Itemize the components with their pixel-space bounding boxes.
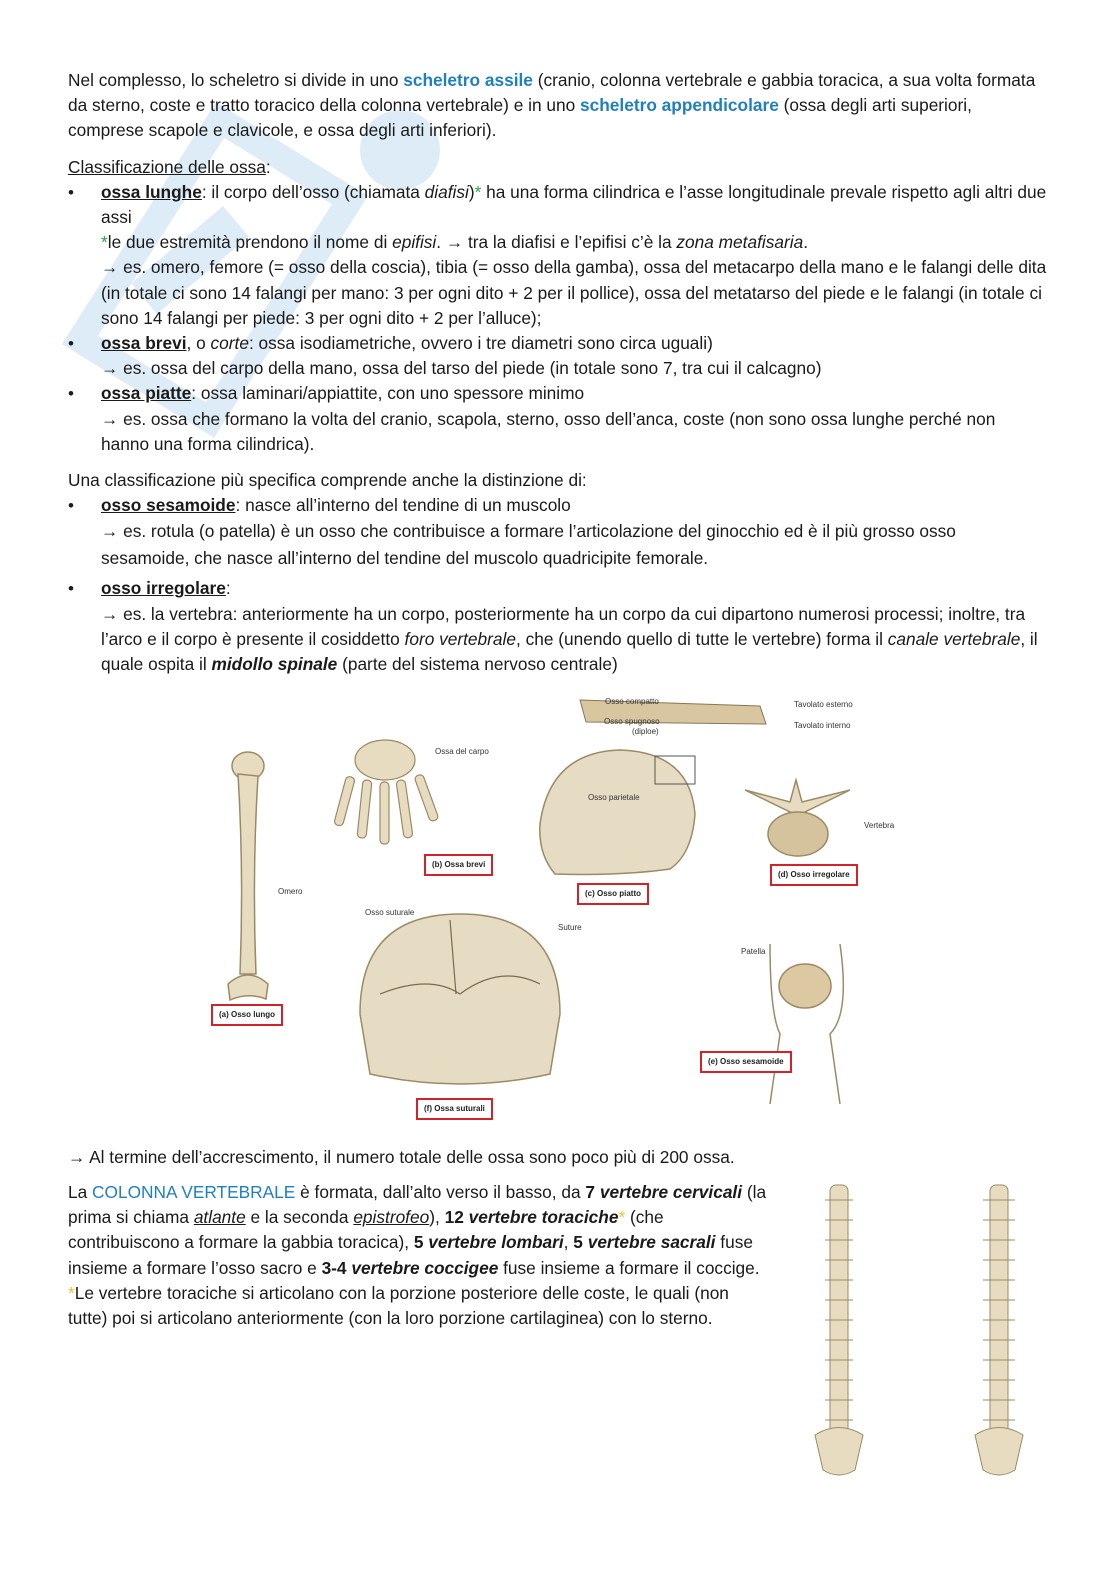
specific-list (68, 493, 1048, 677)
hand-illustration (334, 740, 439, 844)
humerus-illustration (228, 752, 268, 1000)
label-diploe: (diploe) (632, 727, 659, 736)
list-item-osso-irregolare: • osso irregolare: → es. la vertebra: anteriormente ha un corpo, posteriormente ha un corpo da cui dipartono numerosi processi; inoltre, tra l’arco e il corpo è presente il cosiddetto foro vertebrale, che (unendo quello di tutte le vertebre) forma il canale vertebrale, il quale ospita il midollo spinale (parte del sistema nervoso centrale) (68, 576, 1048, 677)
caption-box-b: (b) Ossa brevi (424, 854, 493, 876)
label-osso-compatto: Osso compatto (605, 697, 659, 706)
caption-box-d: (d) Osso irregolare (770, 864, 858, 886)
caption-box-f: (f) Ossa suturali (416, 1098, 493, 1120)
label-osso-parietale: Osso parietale (588, 793, 640, 802)
spine-illustration (785, 1180, 1085, 1500)
term-scheletro-assile: scheletro assile (403, 70, 533, 90)
label-osso-suturale: Osso suturale (365, 908, 415, 917)
label-omero: Omero (278, 887, 303, 896)
intro-paragraph: Nel complesso, lo scheletro si divide in uno scheletro assile (cranio, colonna vertebrale e gabbia toracica, a sua volta formata da sterno, coste e tratto toracico della colonna vertebrale) e in uno scheletro appendicolare (ossa degli arti superiori, comprese scapole e clavicole, e ossa degli arti inferiori). (68, 70, 1036, 141)
bone-illustrations (200, 694, 920, 1124)
label-ossa-del-carpo: Ossa del carpo (435, 747, 489, 756)
caption-box-e: (e) Osso sesamoide (700, 1051, 792, 1073)
label-osso-spugnoso: Osso spugnoso (604, 717, 660, 726)
specific-intro: Una classificazione più specifica comprende anche la distinzione di: (68, 470, 587, 491)
document-body (68, 68, 1048, 677)
classification-heading: Classificazione delle ossa: (68, 156, 271, 177)
list-item-ossa-piatte: • ossa piatte: ossa laminari/appiattite, con uno spessore minimo → es. ossa che formano la volta del cranio, scapola, sterno, osso dell’anca, coste (non sono ossa lunghe perché non hanno una forma cilindrica). (68, 381, 1048, 457)
label-patella: Patella (741, 947, 766, 956)
bone-types-figure (200, 694, 920, 1124)
vertebra-illustration (745, 780, 850, 856)
list-item-osso-sesamoide: • osso sesamoide: nasce all’interno del tendine di un muscolo → es. rotula (o patella) è un osso che contribuisce a formare l’articolazione del ginocchio ed è il più grosso osso sesamoide, che nasce all’interno del tendine del muscolo quadricipite femorale. (68, 493, 1048, 572)
skull-illustration (360, 914, 560, 1084)
vertebral-column-paragraph: La COLONNA VERTEBRALE è formata, dall’alto verso il basso, da 7 vertebre cervicali (la prima si chiama atlante e la seconda epistrofeo), 12 vertebre toraciche* (che contribuiscono a formare la gabbia toracica), 5 vertebre lombari, 5 vertebre sacrali fuse insieme a formare l’osso sacro e 3-4 vertebre coccigee fuse insieme a formare il coccige. *Le vertebre toraciche si articolano con la porzione posteriore delle coste, le quali (non tutte) poi si articolano anteriormente (con la loro porzione cartilaginea) con lo sterno. (68, 1182, 767, 1329)
caption-box-a: (a) Osso lungo (211, 1004, 283, 1026)
term-scheletro-appendicolare: scheletro appendicolare (580, 95, 779, 116)
label-tavolato-interno: Tavolato interno (794, 721, 851, 730)
label-tavolato-esterno: Tavolato esterno (794, 700, 853, 709)
list-item-ossa-brevi: • ossa brevi, o corte: ossa isodiametriche, ovvero i tre diametri sono circa uguali) → es. ossa del carpo della mano, ossa del tarso del piede (in totale sono 7, tra cui il calcagno) (68, 331, 1048, 381)
label-vertebra: Vertebra (864, 821, 895, 830)
classification-list (68, 180, 1048, 457)
total-bones-note: → Al termine dell’accrescimento, il numero totale delle ossa sono poco più di 200 ossa. (68, 1147, 735, 1167)
list-item-ossa-lunghe: • ossa lunghe: il corpo dell’osso (chiamata diafisi)* ha una forma cilindrica e l’asse longitudinale prevale rispetto agli altri due assi *le due estremità prendono il nome di epifisi. → tra la diafisi e l’epifisi c’è la zona metafisaria. → es. omero, femore (= osso della coscia), tibia (= osso della gamba), ossa del metacarpo della mano e le falangi delle dita (in totale ci sono 14 falangi per mano: 3 per ogni dito + 2 per il pollice), ossa del metatarso del piede e le falangi (in totale ci sono 14 falangi per piede: 3 per ogni dito + 2 per l’alluce); (68, 180, 1048, 331)
label-suture: Suture (558, 923, 582, 932)
knee-illustration (770, 944, 843, 1104)
caption-box-c: (c) Osso piatto (577, 883, 649, 905)
